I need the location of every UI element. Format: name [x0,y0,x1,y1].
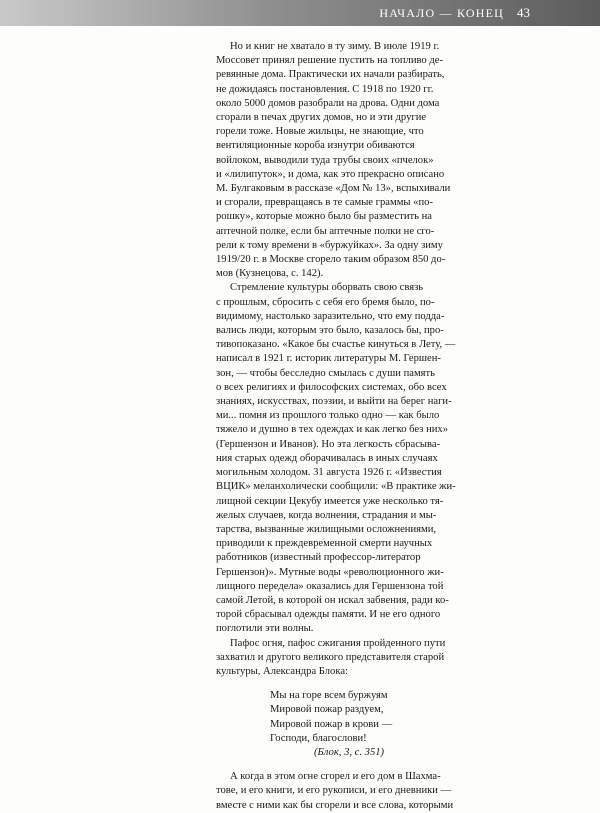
running-header-band [0,0,600,26]
text-line: Моссовет принял решение пустить на топливо де- [216,55,443,67]
verse-line: Мы на горе всем буржуям [270,690,388,702]
text-line: войлоком, выводили туда трубы своих «пчелок» [216,154,434,166]
paragraph-lethe [216,281,490,636]
text-line: лищного передела» оказались для Гершензона той [216,580,444,592]
text-line: лищной секции Цекубу имеется уже несколько тя- [216,495,444,507]
text-line: ния старых одежд оборачивалась в иных случаях [216,452,438,464]
text-line: А когда в этом огне сгорел и его дом в Шахма- [230,771,441,783]
text-line: видимому, настолько заразительно, что ему подда- [216,310,445,322]
verse-line: Мировой пожар в крови — [270,718,393,730]
paragraph-shakhmatovo [216,770,490,813]
running-title: НАЧАЛО — КОНЕЦ [379,6,504,20]
text-line: тове, и его книги, и его рукописи, и его дневники — [216,785,452,797]
text-line: около 5000 домов разобрали на дрова. Одни дома [216,97,440,109]
verse-line: Мировой пожар раздуем, [270,704,384,716]
text-line: аптечной полке, если бы аптечные полки не сго- [216,225,435,237]
text-line: знаниях, искусствах, поэзии, и выйти на берег наги- [216,396,452,408]
text-line: ВЦИК» меланхолически сообщили: «В практике жи- [216,481,456,493]
page-body [216,40,490,813]
text-line: Но и книг не хватало в ту зиму. В июле 1919 г. [230,41,440,52]
text-line: поглотили эти волны. [216,623,314,635]
text-line: тяжело и душно в тех одеждах и как легко без них» [216,424,449,436]
text-line: Пафос огня, пафос сжигания пройденного пути [230,637,446,649]
text-line: сгорали в печах других домов, но и эти другие [216,112,427,124]
text-line: 1919/20 г. в Москве сгорело таким образом 850 до- [216,254,446,266]
text-line: М. Булгаковым в рассказе «Дом № 13», вспыхивали [216,183,451,195]
paragraph-blok-intro [216,637,490,680]
text-line: не дожидаясь постановления. С 1918 по 1920 гг. [216,83,434,95]
paragraph-fuel [216,40,490,281]
text-line: работников (известный профессор-литератор [216,552,421,564]
text-line: рели к тому времени в «буржуйках». За одну зиму [216,239,443,251]
text-line: мов (Кузнецова, с. 142). [216,268,324,280]
text-line: захватил и другого великого представителя старой [216,651,445,663]
text-line: Гершензон)». Мутные воды «революционного жи- [216,566,444,578]
text-line: самой Летой, в которой он искал забвения, ради ко- [216,594,449,606]
text-line: о всех религиях и философских системах, обо всех [216,381,447,393]
text-line: Стремление культуры оборвать свою связь [230,282,424,294]
text-line: культуры, Александра Блока: [216,665,348,677]
text-line: с прошлым, сбросить с себя его бремя было, по- [216,296,435,308]
text-line: (Гершензон и Иванов). Но эта легкость сбрасыва- [216,438,441,450]
text-line: торой сбрасывал одежды памяти. И не его одного [216,609,441,621]
text-line: вентиляционные короба изнутри обиваются [216,140,415,152]
text-line: тарства, вызванные жилищными осложнениями, [216,523,437,535]
text-line: рошку», которые можно было бы разместить на [216,211,432,223]
text-line: зон, — чтобы бесследно смылась с души память [216,367,435,379]
text-line: и сгорали, превращаясь в те самые граммы «по- [216,197,433,209]
verse-line: Господи, благослови! [270,732,367,744]
text-line: и «лилипуток», и дома, как это прекрасно описано [216,168,445,180]
text-line: желых случаев, когда волнения, страдания и мы- [216,509,437,521]
text-line: горели тоже. Новые жильцы, не знающие, что [216,126,424,138]
text-line: написал в 1921 г. историк литературы М. Гершен- [216,353,441,365]
text-line: ревянные дома. Практически их начали разбирать, [216,69,445,81]
text-line: ми... помня из прошлого только одно — как было [216,410,440,422]
verse-citation: (Блок, 3, с. 351) [314,746,385,758]
text-line: приводили к преждевременной смерти научных [216,538,433,550]
text-line: тивопоказано. «Какое бы счастье кинуться в Лету, — [216,339,456,351]
page-number: 43 [517,5,530,20]
text-line: вались люди, которым это было, казалось бы, про- [216,325,444,337]
text-line: вместе с ними как бы сгорели и все слова, которыми [216,799,454,811]
text-line: могильным холодом. 31 августа 1926 г. «Известия [216,467,442,479]
